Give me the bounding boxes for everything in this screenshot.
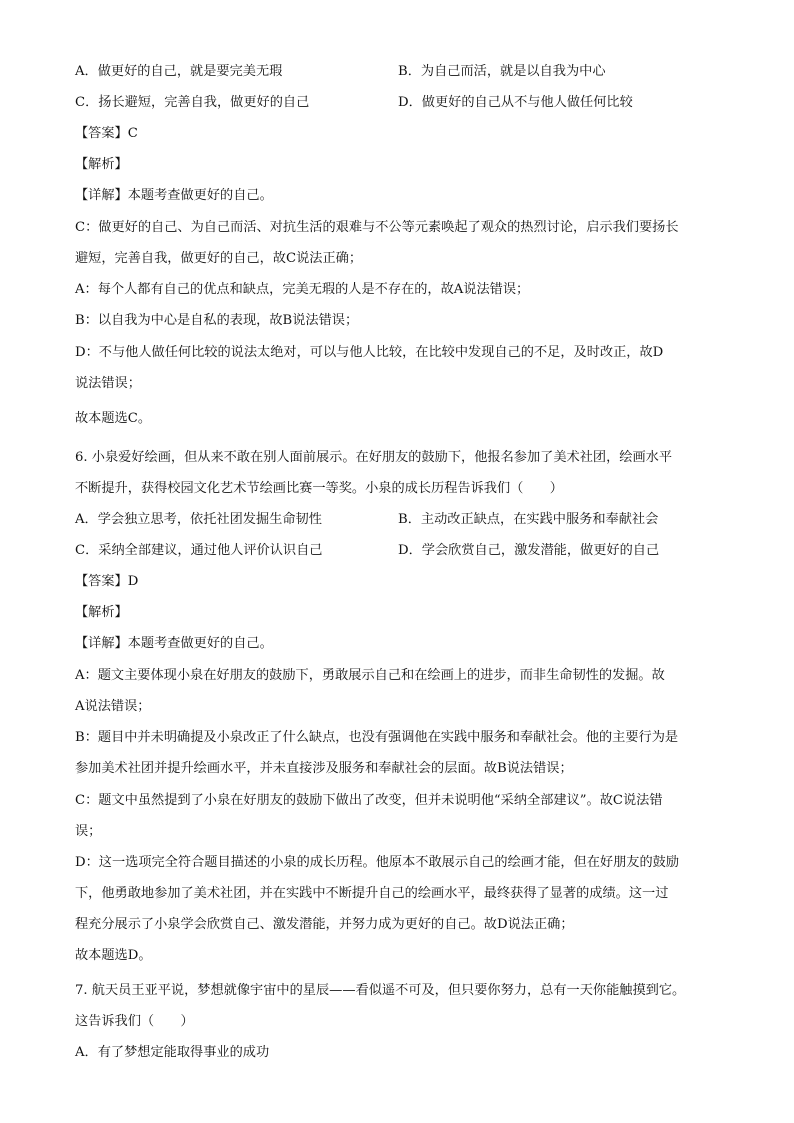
q5-conclusion: 故本题选C。 — [75, 411, 152, 426]
q6-explanation-line: A：题文主要体现小泉在好朋友的鼓励下，勇敢展示自己和在绘画上的进步，而非生命韧性的发掘。故 — [75, 668, 665, 683]
q5-explanation-line: 说法错误； — [75, 376, 141, 391]
q6-option-c: C．采纳全部建议，通过他人评价认识自己 — [75, 543, 323, 558]
q5-option-c: C．扬长避短，完善自我，做更好的自己 — [75, 95, 310, 110]
q6-explanation-line: D：这一选项完全符合题目描述的小泉的成长历程。他原本不敢展示自己的绘画才能，但在好朋友的鼓励 — [75, 855, 680, 870]
q6-stem-line: 不断提升，获得校园文化艺术节绘画比赛一等奖。小泉的成长历程告诉我们（ ） — [75, 481, 563, 496]
q6-option-b: B．主动改正缺点，在实践中服务和奉献社会 — [398, 512, 659, 527]
q5-analysis-label: 【解析】 — [75, 157, 128, 172]
q6-explanation-line: 程充分展示了小泉学会欣赏自己、激发潜能，并努力成为更好的自己。故D说法正确； — [75, 917, 574, 932]
q6-answer: 【答案】D — [75, 574, 139, 589]
q6-stem-line: 6. 小泉爱好绘画，但从来不敢在别人面前展示。在好朋友的鼓励下，他报名参加了美术社团，绘画水平 — [75, 450, 673, 465]
q6-explanation-line: B：题目中并未明确提及小泉改正了什么缺点，也没有强调他在实践中服务和奉献社会。他的主要行为是 — [75, 730, 679, 745]
q5-option-a: A．做更好的自己，就是要完美无瑕 — [75, 64, 283, 79]
q7-option-a: A．有了梦想定能取得事业的成功 — [75, 1045, 270, 1060]
q6-analysis-label: 【解析】 — [75, 605, 128, 620]
q5-explanation-line: D：不与他人做任何比较的说法太绝对，可以与他人比较，在比较中发现自己的不足，及时改正，故D — [75, 345, 664, 360]
q5-explanation-line: A：每个人都有自己的优点和缺点，完美无瑕的人是不存在的，故A说法错误； — [75, 282, 530, 297]
q7-stem-line: 这告诉我们（ ） — [75, 1014, 194, 1029]
q5-detail: 【详解】本题考查做更好的自己。 — [75, 188, 273, 203]
q5-answer: 【答案】C — [75, 126, 138, 141]
q5-option-b: B．为自己而活，就是以自我为中心 — [398, 64, 606, 79]
q5-explanation-line: 避短，完善自我，做更好的自己，故C说法正确； — [75, 251, 363, 266]
q6-explanation-line: 参加美术社团并提升绘画水平，并未直接涉及服务和奉献社会的层面。故B说法错误； — [75, 761, 573, 776]
q6-option-d: D．学会欣赏自己，激发潜能，做更好的自己 — [398, 543, 660, 558]
q6-explanation-line: C：题文中虽然提到了小泉在好朋友的鼓励下做出了改变，但并未说明他“采纳全部建议”。故C说法错 — [75, 793, 663, 808]
q6-detail: 【详解】本题考查做更好的自己。 — [75, 636, 273, 651]
q5-explanation-line: B：以自我为中心是自私的表现，故B说法错误； — [75, 313, 359, 328]
q5-explanation-line: C：做更好的自己、为自己而活、对抗生活的艰难与不公等元素唤起了观众的热烈讨论，启示我们要扬长 — [75, 220, 679, 235]
q7-stem-line: 7. 航天员王亚平说，梦想就像宇宙中的星辰——看似遥不可及，但只要你努力，总有一天你能触摸到它。 — [75, 983, 686, 998]
q6-option-a: A．学会独立思考，依托社团发掘生命韧性 — [75, 512, 322, 527]
q6-conclusion: 故本题选D。 — [75, 948, 152, 963]
q6-explanation-line: A说法错误； — [75, 699, 151, 714]
q5-option-d: D．做更好的自己从不与他人做任何比较 — [398, 95, 633, 110]
q6-explanation-line: 误； — [75, 824, 102, 839]
q6-explanation-line: 下，他勇敢地参加了美术社团，并在实践中不断提升自己的绘画水平，最终获得了显著的成绩。这一过 — [75, 886, 669, 901]
